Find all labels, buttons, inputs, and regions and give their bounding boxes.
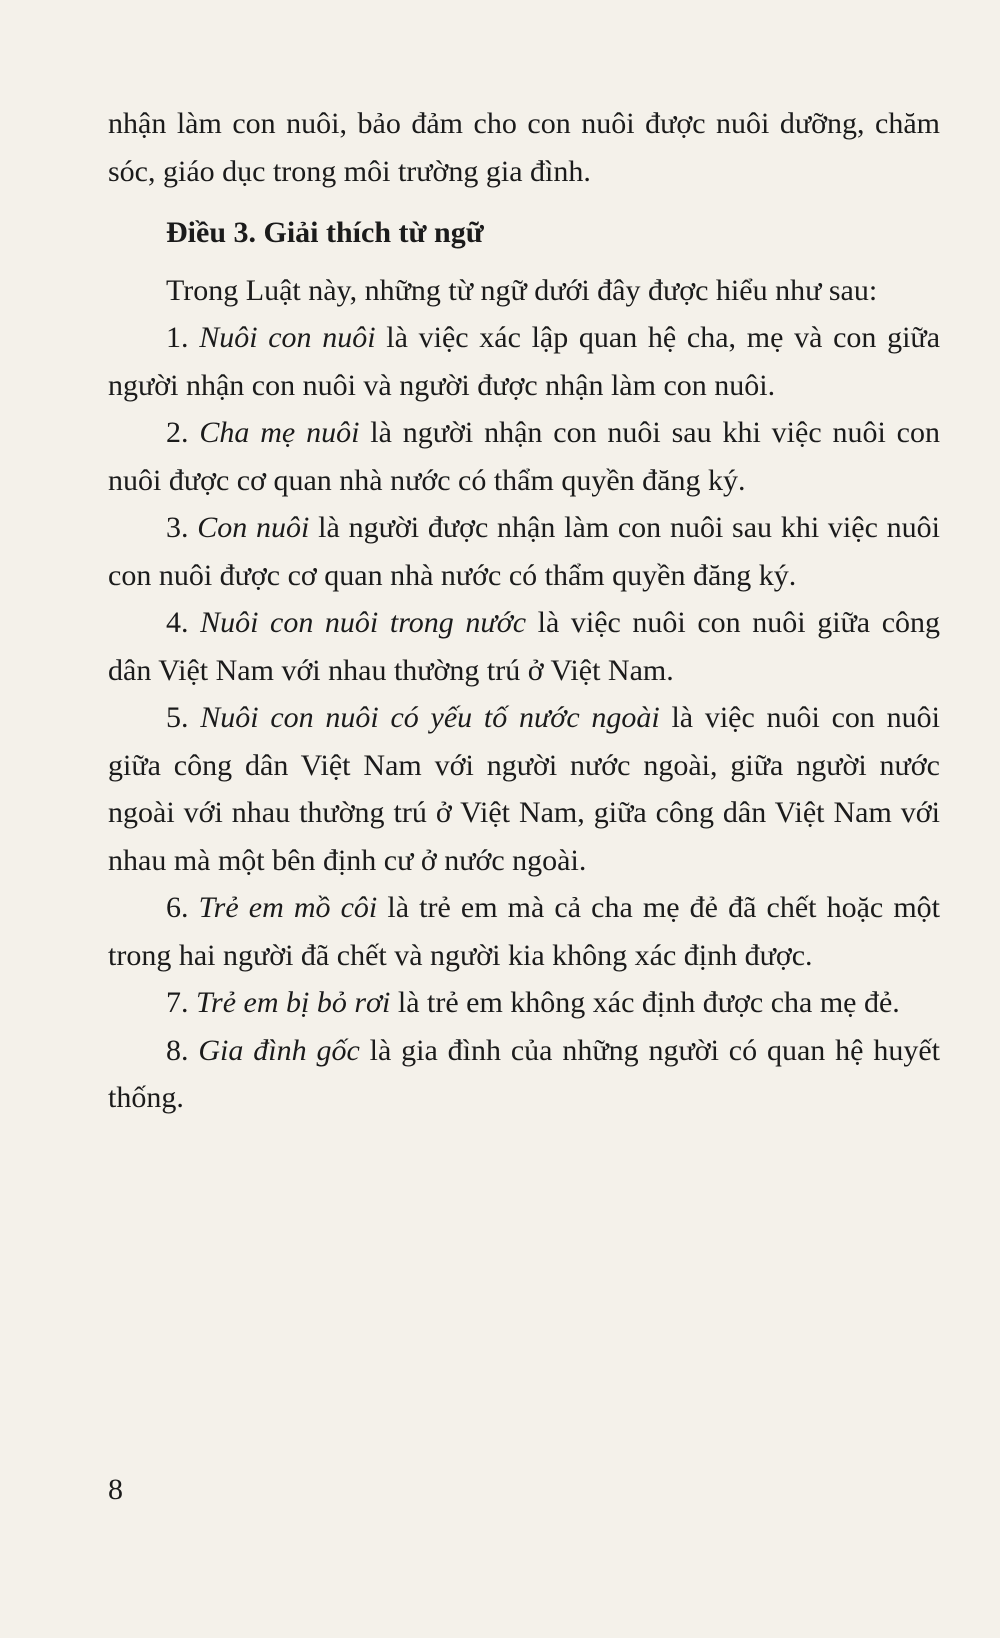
definition-term: Trẻ em mồ côi xyxy=(198,891,378,924)
definition-text: là người nhận con nuôi sau khi việc nuôi con nuôi được cơ quan nhà nước có thẩm quyền đăng ký. xyxy=(108,416,940,497)
definition-text: là trẻ em không xác định được cha mẹ đẻ. xyxy=(390,986,900,1019)
definition-text: là việc nuôi con nuôi giữa công dân Việt Nam với nhau thường trú ở Việt Nam. xyxy=(108,606,941,687)
definition-3 xyxy=(108,504,940,599)
definition-6 xyxy=(108,884,940,979)
definition-4 xyxy=(108,599,940,694)
page-number: 8 xyxy=(108,1473,123,1506)
body-text xyxy=(108,100,940,1122)
definition-term: Nuôi con nuôi xyxy=(199,321,376,354)
definition-number: 7. xyxy=(166,986,189,1019)
definition-text: là trẻ em mà cả cha mẹ đẻ đã chết hoặc một trong hai người đã chết và người kia không xác định được. xyxy=(108,891,941,972)
definition-number: 8. xyxy=(166,1033,189,1067)
definition-2 xyxy=(108,409,940,504)
definition-term: Con nuôi xyxy=(197,511,310,544)
definition-number: 1. xyxy=(166,321,189,354)
definition-number: 3. xyxy=(166,511,189,544)
definition-term: Trẻ em bị bỏ rơi xyxy=(196,986,391,1019)
article-heading: Điều 3. Giải thích từ ngữ xyxy=(166,216,484,249)
definition-text: là người được nhận làm con nuôi sau khi việc nuôi con nuôi được cơ quan nhà nước có thẩm quyền đăng ký. xyxy=(108,511,940,592)
definition-number: 6. xyxy=(166,891,189,924)
definition-term: Gia đình gốc xyxy=(198,1033,360,1067)
definition-term: Nuôi con nuôi có yếu tố nước ngoài xyxy=(200,701,660,734)
definition-1 xyxy=(108,314,940,409)
definition-number: 2. xyxy=(166,416,189,449)
definition-term: Nuôi con nuôi trong nước xyxy=(200,606,527,639)
intro-paragraph: nhận làm con nuôi, bảo đảm cho con nuôi được nuôi dưỡng, chăm sóc, giáo dục trong môi trường gia đình. xyxy=(108,107,940,188)
definition-text: là gia đình của những người có quan hệ huyết thống. xyxy=(108,1033,941,1114)
definition-number: 4. xyxy=(166,606,189,639)
definition-text: là việc nuôi con nuôi giữa công dân Việt Nam với người nước ngoài, giữa người nước ngoài với nhau thường trú ở Việt Nam, giữa công dân Việt Nam với nhau mà một bên định cư ở nước ngoài. xyxy=(108,701,941,877)
definition-7 xyxy=(108,979,940,1027)
definition-term: Cha mẹ nuôi xyxy=(199,416,360,449)
definition-5 xyxy=(108,694,940,884)
definition-8 xyxy=(108,1027,940,1122)
definition-number: 5. xyxy=(166,701,189,734)
definition-text: là việc xác lập quan hệ cha, mẹ và con giữa người nhận con nuôi và người được nhận làm con nuôi. xyxy=(108,321,941,402)
article-lead: Trong Luật này, những từ ngữ dưới đây được hiểu như sau: xyxy=(166,273,878,307)
